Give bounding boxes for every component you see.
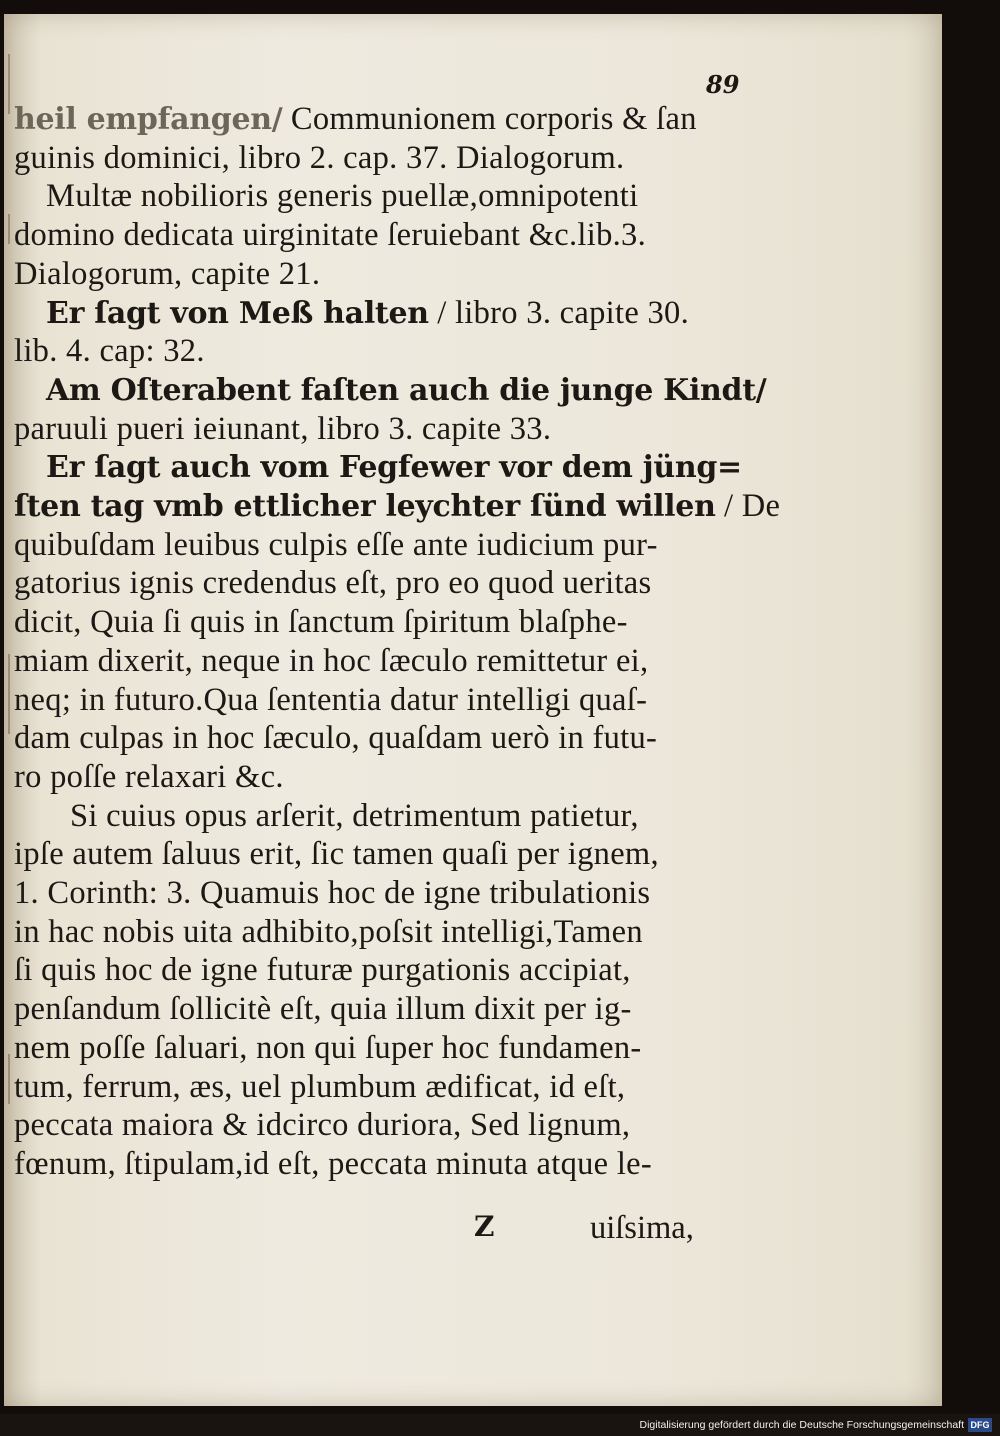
text-line	[14, 255, 320, 293]
text-line	[14, 564, 651, 602]
text-segment: Am Oſterabent faſten auch die junge Kindt/	[46, 372, 767, 408]
text-line	[14, 603, 628, 641]
text-line	[14, 1068, 625, 1106]
text-segment: domino dedicata uirginitate ſeruiebant &c.lib.3.	[14, 217, 647, 254]
text-line	[14, 1145, 652, 1183]
page-edge-mark	[8, 214, 10, 244]
text-line	[14, 913, 643, 951]
signature-mark: Z	[474, 1210, 495, 1243]
text-segment: lib. 4. cap: 32.	[14, 333, 205, 370]
text-line	[14, 874, 650, 912]
text-segment: ipſe autem ſaluus erit, ſic tamen quaſi per ignem,	[14, 836, 659, 873]
text-line	[14, 216, 646, 254]
footer-credit: Digitalisierung gefördert durch die Deutsche Forschungsgemeinschaft	[639, 1419, 964, 1431]
text-segment: ſi quis hoc de igne futuræ purgationis accipiat,	[14, 952, 631, 989]
text-segment: paruuli pueri ieiunant, libro 3. capite 33.	[14, 410, 552, 447]
text-line	[14, 1029, 642, 1067]
text-segment: in hac nobis uita adhibito,poſsit intelligi,Tamen	[14, 913, 643, 950]
text-segment: Si cuius opus arſerit, detrimentum patietur,	[70, 797, 639, 834]
text-line	[14, 758, 284, 796]
text-line	[70, 797, 639, 835]
text-line	[14, 681, 647, 719]
text-line	[14, 642, 648, 680]
text-segment: penſandum ſollicitè eſt, quia illum dixit per ig-	[14, 991, 632, 1028]
text-segment: heil empfangen/	[14, 102, 283, 137]
text-segment: ro poſſe relaxari &c.	[14, 758, 284, 795]
text-line	[46, 177, 638, 215]
text-line	[14, 835, 659, 873]
text-line	[14, 719, 657, 757]
page-edge-mark	[8, 1054, 10, 1104]
text-segment: Er ſagt auch vom Fegfewer vor dem jüng=	[46, 450, 742, 486]
text-line	[46, 448, 742, 487]
text-line	[14, 332, 205, 370]
text-segment: dicit, Quia ſi quis in ſanctum ſpiritum blaſphe-	[14, 604, 628, 641]
text-segment: guinis dominici, libro 2. cap. 37. Dialogorum.	[14, 139, 625, 176]
text-line	[14, 410, 551, 448]
text-segment: fœnum, ſtipulam,id eſt, peccata minuta atque le-	[14, 1145, 653, 1182]
text-segment: ſten tag vmb ettlicher leychter ſünd willen	[14, 489, 716, 524]
text-line	[46, 371, 766, 410]
text-line	[14, 526, 658, 564]
page-edge-mark	[8, 54, 10, 114]
text-line	[14, 487, 780, 526]
text-line	[14, 1106, 630, 1144]
dfg-logo: DFG	[968, 1418, 992, 1432]
text-segment: Multæ nobilioris generis puellæ,omnipotenti	[46, 178, 639, 215]
text-segment: / De	[715, 488, 781, 524]
page-edge-mark	[8, 654, 10, 734]
text-segment: Er ſagt von Meß halten	[46, 295, 429, 331]
text-segment: Dialogorum, capite 21.	[14, 255, 321, 292]
text-line	[14, 100, 697, 139]
text-segment: nem poſſe ſaluari, non qui ſuper hoc fundamen-	[14, 1029, 642, 1066]
text-segment: tum, ferrum, æs, uel plumbum ædificat, id eſt,	[14, 1068, 626, 1105]
text-segment: neq; in futuro.Qua ſententia datur intelligi quaſ-	[14, 681, 648, 718]
text-segment: miam dixerit, neque in hoc ſæculo remittetur ei,	[14, 642, 649, 679]
text-segment: Communionem corporis & ſan	[282, 101, 697, 137]
text-segment: quibuſdam leuibus culpis eſſe ante iudicium pur-	[14, 526, 658, 563]
text-segment: gatorius ignis credendus eſt, pro eo quod ueritas	[14, 565, 652, 602]
text-line	[14, 990, 632, 1028]
text-segment: / libro 3. capite 30.	[428, 294, 690, 331]
text-segment: peccata maiora & idcirco duriora, Sed lignum,	[14, 1107, 631, 1144]
text-line	[46, 294, 689, 333]
text-line	[14, 139, 624, 177]
text-segment: dam culpas in hoc ſæculo, quaſdam uerò in futu-	[14, 720, 658, 757]
text-line	[14, 951, 631, 989]
catchword: uiſsima,	[590, 1210, 694, 1246]
book-page	[4, 14, 942, 1406]
text-segment: 1. Corinth: 3. Quamuis hoc de igne tribulationis	[14, 875, 651, 911]
page-number: 89	[706, 70, 740, 99]
